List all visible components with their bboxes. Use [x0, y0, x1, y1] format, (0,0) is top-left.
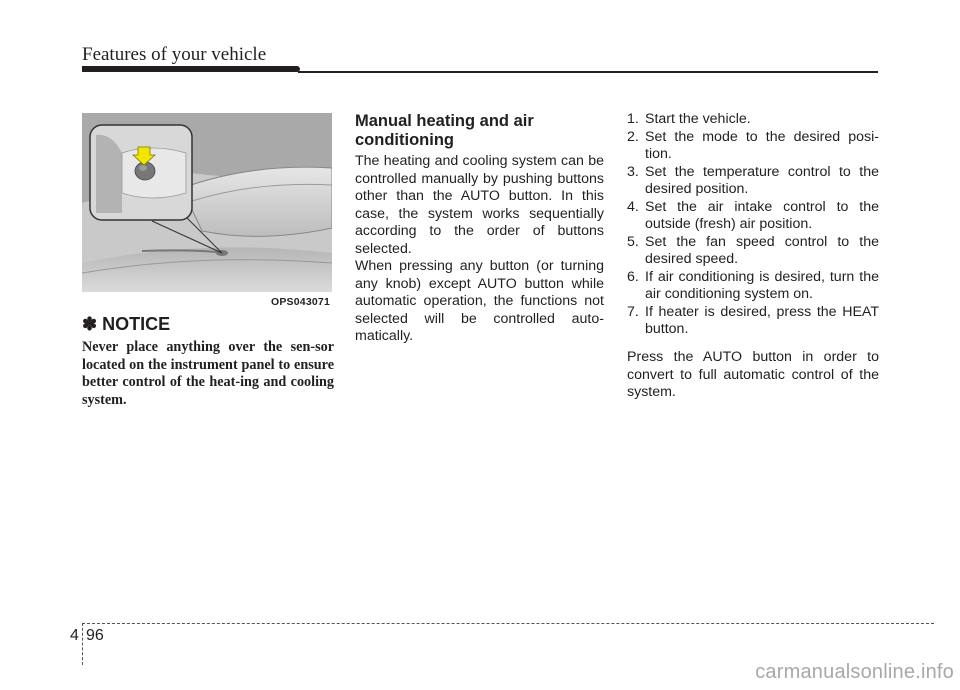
step-text: If heater is desired, press the HEAT button. — [645, 303, 879, 337]
list-item — [627, 234, 879, 269]
step-number: 5. — [627, 233, 639, 250]
footer-divider — [82, 623, 83, 665]
header-rule — [298, 71, 878, 73]
step-text: Set the air intake control to the outside (fresh) air position. — [645, 198, 879, 232]
dashboard-drawing — [82, 113, 332, 310]
dashboard-sensor-illustration — [82, 113, 332, 310]
list-item — [627, 199, 879, 234]
step-number: 7. — [627, 303, 639, 320]
final-paragraph: Press the AUTO button in order to convert to full automatic control of the system. — [627, 349, 879, 400]
header-bar — [82, 66, 300, 72]
section-heading: Manual heating and air conditioning — [355, 112, 534, 149]
list-item — [627, 111, 879, 129]
page-header-title: Features of your vehicle — [82, 44, 267, 65]
step-text: Start the vehicle. — [645, 111, 751, 127]
notice-body: Never place anything over the sen-sor located on the instrument panel to ensure better control of the heat-ing and cooling system. — [82, 339, 334, 408]
step-text: Set the fan speed control to the desired speed. — [645, 233, 879, 267]
list-item — [627, 164, 879, 199]
steps-list — [627, 111, 879, 339]
step-text: Set the temperature control to the desired position. — [645, 163, 879, 197]
list-item — [627, 269, 879, 304]
watermark: carmanualsonline.info — [755, 661, 954, 683]
notice-heading: ✽ NOTICE — [82, 314, 171, 334]
manual-paragraph-2: When pressing any button (or turning any knob) except AUTO button while automatic operation, the functions not selected will be controlled auto-matically. — [355, 258, 604, 344]
step-number: 2. — [627, 128, 639, 145]
footer-rule — [82, 623, 934, 624]
step-number: 3. — [627, 163, 639, 180]
list-item — [627, 304, 879, 339]
step-number: 4. — [627, 198, 639, 215]
page-number: 96 — [86, 627, 104, 644]
chapter-number: 4 — [70, 627, 79, 644]
figure-code: OPS043071 — [270, 296, 330, 308]
step-text: If air conditioning is desired, turn the air conditioning system on. — [645, 268, 879, 302]
step-number: 1. — [627, 111, 639, 127]
list-item — [627, 129, 879, 164]
step-text: Set the mode to the desired posi-tion. — [645, 128, 879, 162]
step-number: 6. — [627, 268, 639, 285]
manual-paragraph-1: The heating and cooling system can be controlled manually by pushing buttons other than the AUTO button. In this case, the system works sequentially according to the order of buttons selected. — [355, 153, 604, 257]
